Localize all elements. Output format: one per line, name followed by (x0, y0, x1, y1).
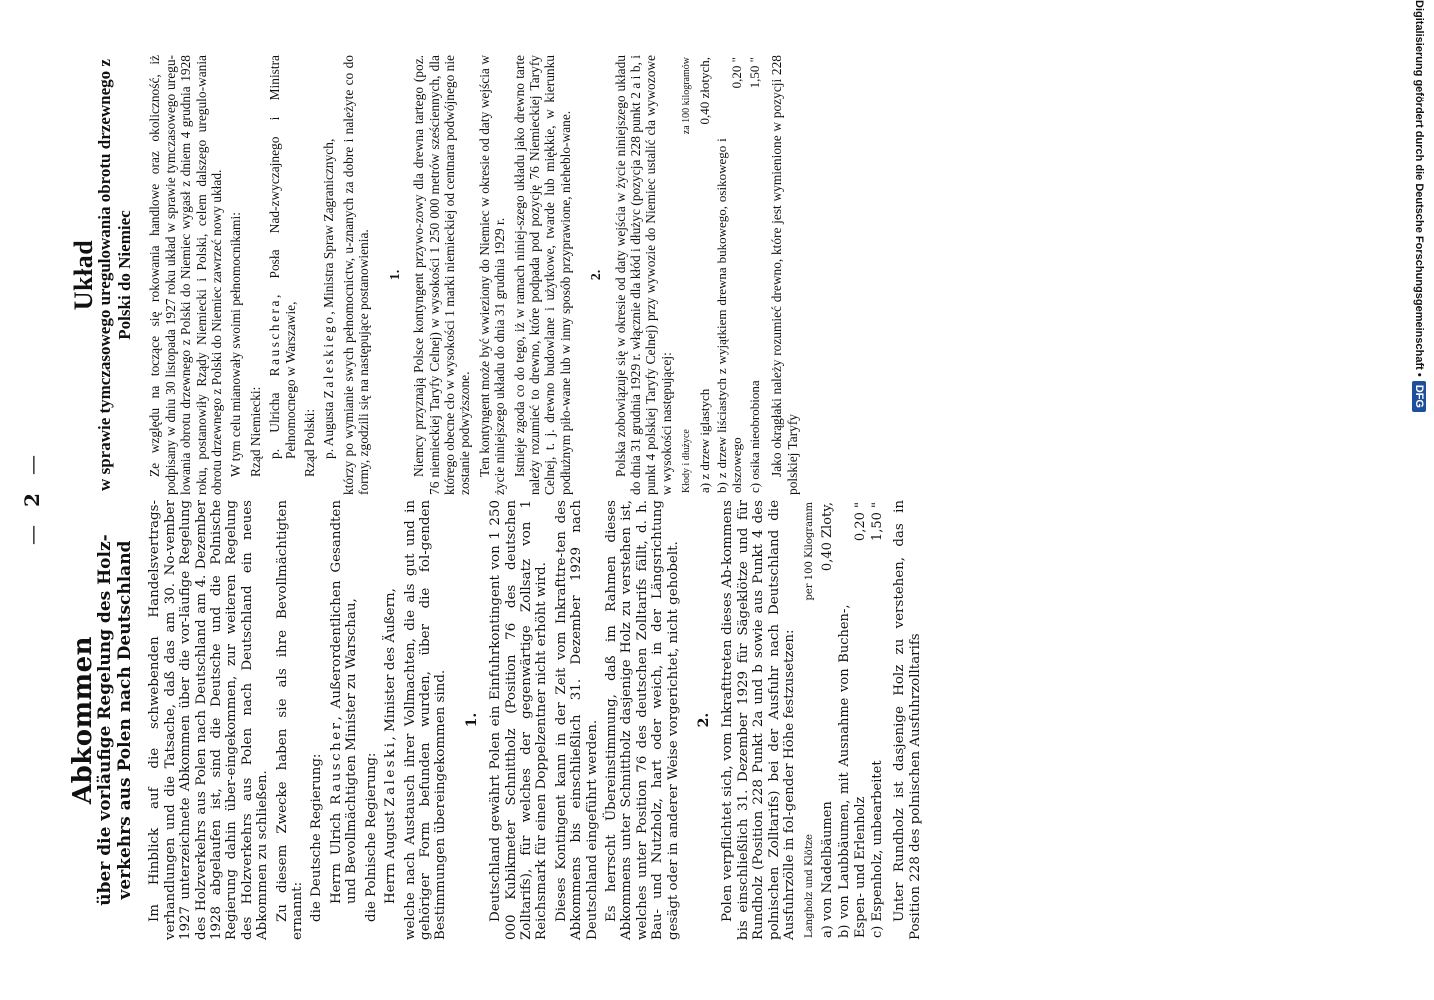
polish-rep-de-name: Rauschera (267, 298, 283, 377)
german-title: Abkommen (68, 635, 98, 805)
polish-rep-pl (321, 55, 336, 495)
polish-intro: Ze względu na toczące się rokowania handlowe oraz okoliczność, iż podpisany w dniu 30 listopada 1927 roku układ w sprawie tymczasowego uregu-lowania obrotu drzewnego z Polski do Niemiec wygasł z dniem 4 grudnia 1928 roku, postanowiły Rządy Niemiecki i Polski, celem dalszego uregulo-wania obrotu drzewnego z Polski do Niemiec zawrzeć nowy układ. (147, 55, 225, 495)
german-row-value: 1,50 " (870, 502, 886, 542)
german-s1-p2: Dieses Kontingent kann in der Zeit vom Inkrafttre-ten des Abkommens bis einschließlich 31. Dezember 1929 nach Deutschland eingeführt werden. (553, 500, 600, 940)
german-table-head-right: per 100 Kilogramm (804, 502, 816, 601)
polish-section-1-heading: 1. (387, 269, 403, 281)
polish-rep-pl-rest: , Ministra Spraw Zagranicznych, (321, 138, 337, 315)
german-rep-pl-name: Zaleski (383, 740, 399, 807)
polish-s1-p2: Ten kontyngent może być wwieziony do Niemiec w okresie od daty wejścia w życie niniejszego układu do dnia 31 grudnia 1929 r. (476, 55, 508, 495)
german-s2-p2: Unter Rundholz ist dasjenige Holz zu verstehen, das in Position 228 des polnischen Ausfuhrzolltarifs (892, 500, 923, 940)
german-rep-pl (383, 500, 398, 940)
polish-row-label: c) osika nieobrobiona (746, 380, 762, 493)
table-row (836, 500, 869, 940)
table-row (696, 55, 713, 495)
german-s2-p1: Polen verpflichtet sich, vom Inkrafttreten dieses Ab-kommens bis einschließlich 31. Dezember 1929 für Sägeklötze und für Rundholz (Position 228 Punkt 2a und b sowie aus Punkt 4 des polnischen Zolltarifs) bei der Ausfuhr nach Deutschland die Ausfuhrzölle in fol-gender Höhe festzusetzen: (720, 500, 798, 940)
polish-s1-p3: Istnieje zgoda co do tego, iż w ramach niniej-szego układu jako drewno tarte należy rozumieć to drewno, które podpada pod pozycję 76 Niemieckiej Taryfy Celnej, t. j. drewno budowlane i użytkowe, twarde lub miękkie, w kierunku podłużnym piło-wane lub w inny sposób przyprawione, nieheblo-wane. (511, 55, 573, 495)
polish-rep-de (267, 55, 298, 495)
polish-s2-p2: Jako okrągłaki należy rozumieć drewno, które jest wymienione w pozycji 228 polskiej Taryfy (769, 55, 800, 495)
polish-table-head-right: za 100 kilogramów (681, 57, 693, 135)
polish-reg-de: Rząd Niemiecki: (247, 386, 263, 477)
german-rep-pl-rest: , Minister des Äußern, (383, 588, 399, 741)
polish-closing: którzy po wymianie swych pełnomocnictw, u-znanych za dobre i należyte co do formy, zgodzili się na następujące postanowienia. (340, 55, 372, 495)
german-intro: Im Hinblick auf die schwebenden Handelsvertrags-verhandlungen und die Tatsache, daß das am 30. No-vember 1927 unterzeichnete Abkommen über die vor-läufige Regelung des Holzverkehrs aus Polen nach Deutschland am 4. Dezember 1928 abgelaufen ist, sind die Deutsche und die Polnische Regierung dahin über-eingekommen, zur weiteren Regelung des Holzverkehrs aus Polen nach Deutschland ein neues Abkommen zu schließen. (147, 500, 271, 940)
german-rep-de-name: Rauscher (328, 720, 344, 805)
polish-rep-de-prefix: p. Ulricha (267, 392, 283, 459)
german-s1-p1: Deutschland gewährt Polen ein Einfuhrkontingent von 1 250 000 Kubikmeter Schnittholz (Position 76 des deutschen Zolltarifs), für welches der gegenwärtige Zollsatz von 1 Reichsmark für einen Doppelzentner nicht erhöht wird. (488, 500, 550, 940)
german-tariff-table (801, 500, 886, 940)
page-number: 2 (20, 493, 44, 507)
german-rep-de-prefix: Herrn Ulrich (328, 812, 344, 904)
polish-rep-de-rest: , Posła Nad-zwyczajnego i Ministra Pełnomocnego w Warszawie, (267, 55, 298, 459)
german-reg-pl: die Polnische Regierung: (363, 752, 379, 922)
dfg-sidebar (1408, 0, 1430, 1000)
polish-row-label: a) z drzew iglastych (696, 388, 712, 493)
polish-rep-pl-name: Zaleskiego (321, 314, 337, 399)
polish-s1-p1: Niemcy przyznają Polsce kontyngent przywo-zowy dla drewna tartego (poz. 76 niemieckiej Taryfy Celnej) w wysokości 1 250 000 metrów sześciennych, dla którego obecne cło w wysokości 1 marki niemieckiej od centnara podwójnego nie zostanie podwyższone. (411, 55, 473, 495)
german-row-value: 0,40 Zloty, (819, 502, 835, 572)
german-row-label: b) von Laubbäumen, mit Ausnahme von Buchen-, Espen- und Erlenholz (837, 604, 868, 938)
german-s1-p3: Es herrscht Übereinstimmung, daß im Rahmen dieses Abkommens unter Schnittholz dasjenige Holz zu verstehen ist, welches unter Position 76 des deutschen Zolltarifs fällt, d. h. Bau- und Nutzholz, hart oder weich, in der Längsrichtung gesägt oder in anderer Weise vorgerichtet, nicht gehobelt. (603, 500, 681, 940)
polish-title: Układ (69, 239, 98, 311)
german-table-head-left: Langholz und Klötze (804, 834, 816, 938)
polish-zweck: W tym celu mianowały swoimi pełnomocnikami: (228, 212, 244, 477)
german-column (70, 500, 927, 940)
table-row (713, 55, 746, 495)
dfg-sidebar-text: Digitalisierung gefördert durch die Deutsche Forschungsgemeinschaft • (1413, 0, 1425, 377)
german-rep-de (329, 500, 360, 940)
polish-row-value: 0,40 złotych, (696, 57, 712, 125)
polish-section-2-heading: 2. (589, 269, 605, 281)
polish-rep-pl-prefix: p. Augusta (321, 401, 337, 459)
german-rep-de-rest: , Außerordentlichen Gesandten und Bevollmächtigten Minister zu Warschau, (328, 500, 360, 904)
polish-column (70, 55, 804, 495)
table-row (746, 55, 763, 495)
polish-subtitle: w sprawie tymczasowego uregulowania obrotu drzewnego z Polski do Niemiec (95, 59, 135, 491)
german-subtitle: über die vorläufige Regelung des Holz-verkehrs aus Polen nach Deutschland (95, 534, 136, 906)
german-rep-pl-prefix: Herrn August (383, 810, 399, 904)
german-row-label: a) von Nadelbäumen (819, 801, 835, 938)
page-header: —2— (20, 455, 44, 545)
polish-row-value: 0,20 " (729, 57, 745, 89)
german-section-1-heading: 1. (463, 712, 480, 728)
polish-table-head-left: Kłody i dłużyce (681, 429, 693, 493)
table-row (819, 500, 836, 940)
polish-tariff-table (678, 55, 763, 495)
table-row (869, 500, 886, 940)
german-row-value: 0,20 " (852, 502, 868, 542)
german-section-2-heading: 2. (696, 712, 712, 728)
dfg-logo: DFG (1412, 381, 1426, 412)
german-row-label: c) Espenholz, unbearbeitet (870, 760, 886, 938)
polish-row-value: 1,50 " (746, 57, 762, 89)
german-zweck: Zu diesem Zwecke haben sie als ihre Bevollmächtigten ernannt: (274, 500, 306, 940)
german-closing: welche nach Austausch ihrer Vollmachten, die als gut und in gehöriger Form befunden wurden, über die fol-genden Bestimmungen übereingekommen sind. (402, 500, 449, 940)
polish-s2-p1: Polska zobowiązuje się w okresie od daty wejścia w życie niniejszego układu do dnia 31 grudnia 1929 r. włącznie dla kłód i dłużyc (pozycja 228 punkt 2 a i b, i punkt 4 polskiej Taryfy Celnej) przy wywozie do Niemiec ustalić cła wywozowe w wysokości następującej: (612, 55, 674, 495)
polish-reg-pl: Rząd Polski: (302, 408, 318, 477)
polish-row-label: b) z drzew liściastych z wyjątkiem drewna bukowego, osikowego i olszowego (714, 138, 745, 493)
german-reg-de: die Deutsche Regierung: (309, 753, 325, 922)
